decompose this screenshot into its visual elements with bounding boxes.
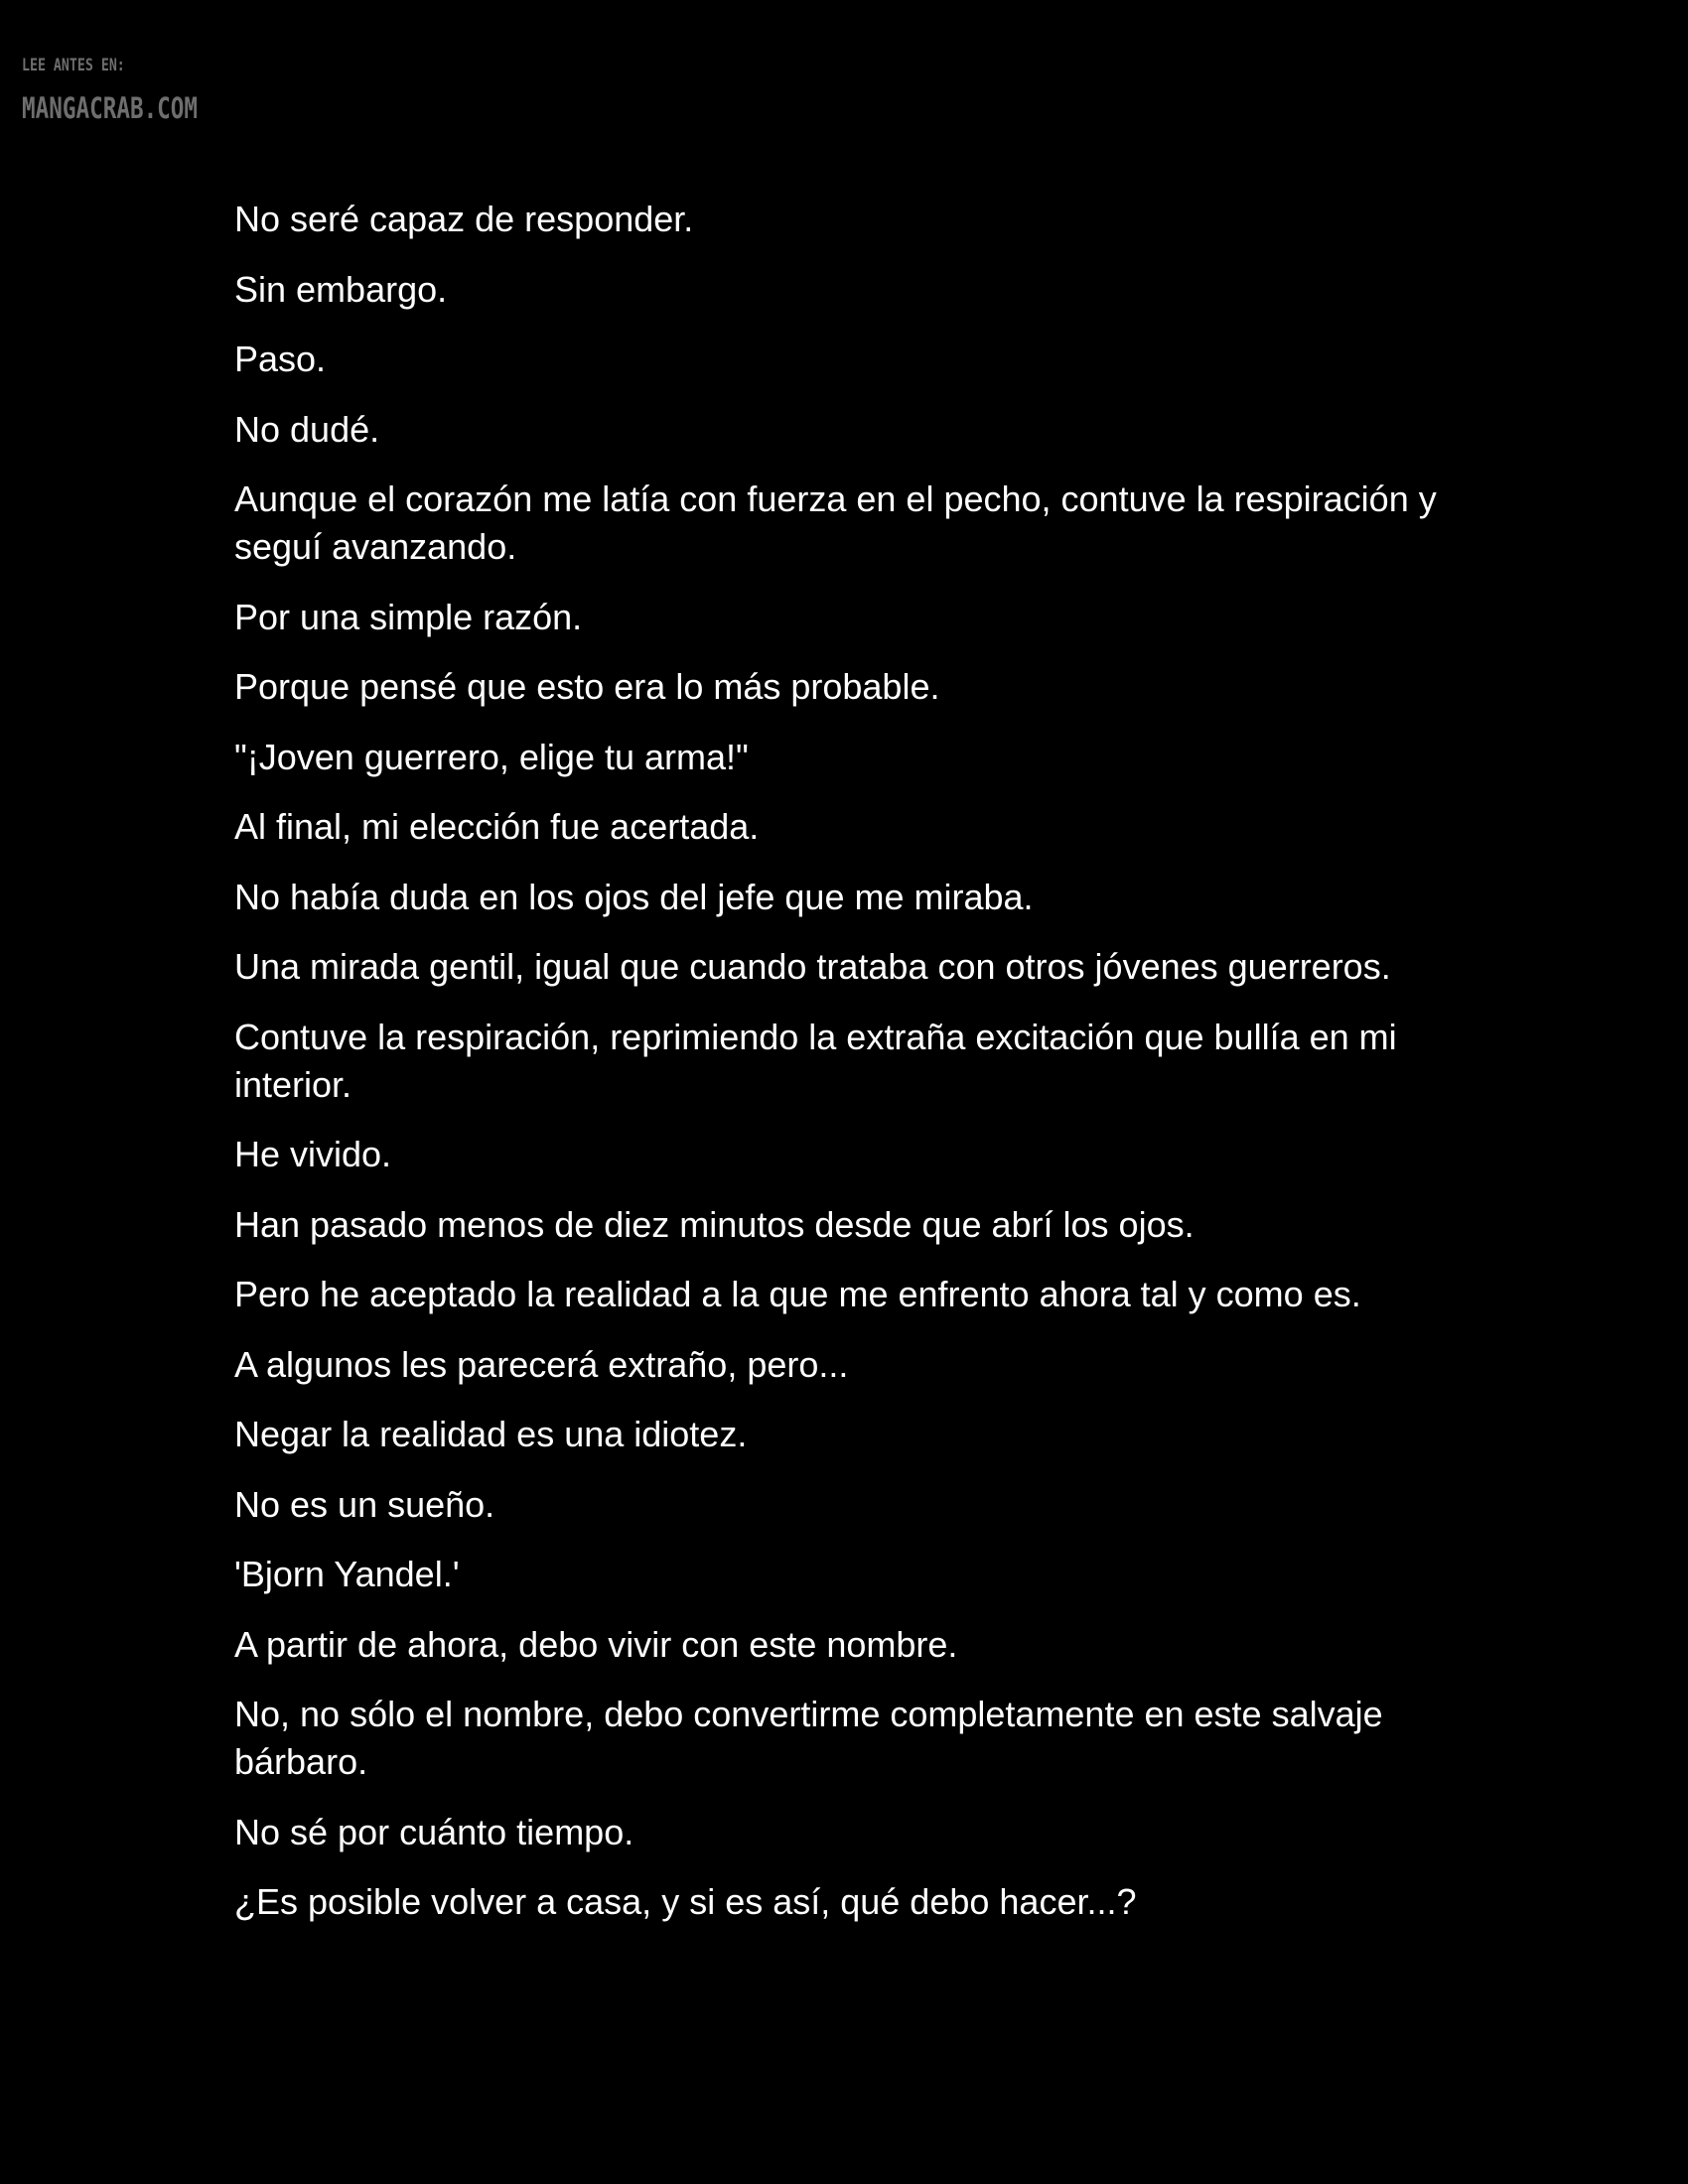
paragraph: No seré capaz de responder. <box>234 199 694 239</box>
paragraph: Porque pensé que esto era lo más probable. <box>234 666 940 707</box>
paragraph: No dudé. <box>234 408 380 450</box>
watermark-read-first-label: LEE ANTES EN: <box>22 56 125 75</box>
paragraph: Sin embargo. <box>234 268 448 310</box>
paragraph: He vivido. <box>234 1134 392 1174</box>
paragraph: Una mirada gentil, igual que cuando trataba con otros jóvenes guerreros. <box>234 946 1391 987</box>
watermark <box>22 58 247 123</box>
paragraph: "¡Joven guerrero, elige tu arma!" <box>234 736 749 777</box>
paragraph: Contuve la respiración, reprimiendo la extraña excitación que bullía en mi interior. <box>234 1016 1397 1105</box>
watermark-site-name: MANGACRAB.COM <box>22 91 199 125</box>
paragraph: A partir de ahora, debo vivir con este nombre. <box>234 1623 958 1665</box>
paragraph: Por una simple razón. <box>234 596 583 637</box>
paragraph: Al final, mi elección fue acertada. <box>234 806 760 847</box>
paragraph: ¿Es posible volver a casa, y si es así, qué debo hacer...? <box>234 1881 1137 1922</box>
paragraph: 'Bjorn Yandel.' <box>234 1554 460 1594</box>
paragraph: Negar la realidad es una idiotez. <box>234 1414 748 1454</box>
paragraph: Paso. <box>234 339 327 379</box>
story-text <box>234 196 1476 1949</box>
paragraph: Pero he aceptado la realidad a la que me enfrento ahora tal y como es. <box>234 1274 1361 1314</box>
paragraph: Aunque el corazón me latía con fuerza en el pecho, contuve la respiración y seguí avanzando. <box>234 478 1437 567</box>
paragraph: Han pasado menos de diez minutos desde que abrí los ojos. <box>234 1203 1195 1245</box>
paragraph: No sé por cuánto tiempo. <box>234 1811 634 1852</box>
paragraph: A algunos les parecerá extraño, pero... <box>234 1343 849 1385</box>
paragraph: No es un sueño. <box>234 1483 495 1525</box>
paragraph: No, no sólo el nombre, debo convertirme completamente en este salvaje bárbaro. <box>234 1694 1383 1782</box>
paragraph: No había duda en los ojos del jefe que me miraba. <box>234 876 1034 917</box>
